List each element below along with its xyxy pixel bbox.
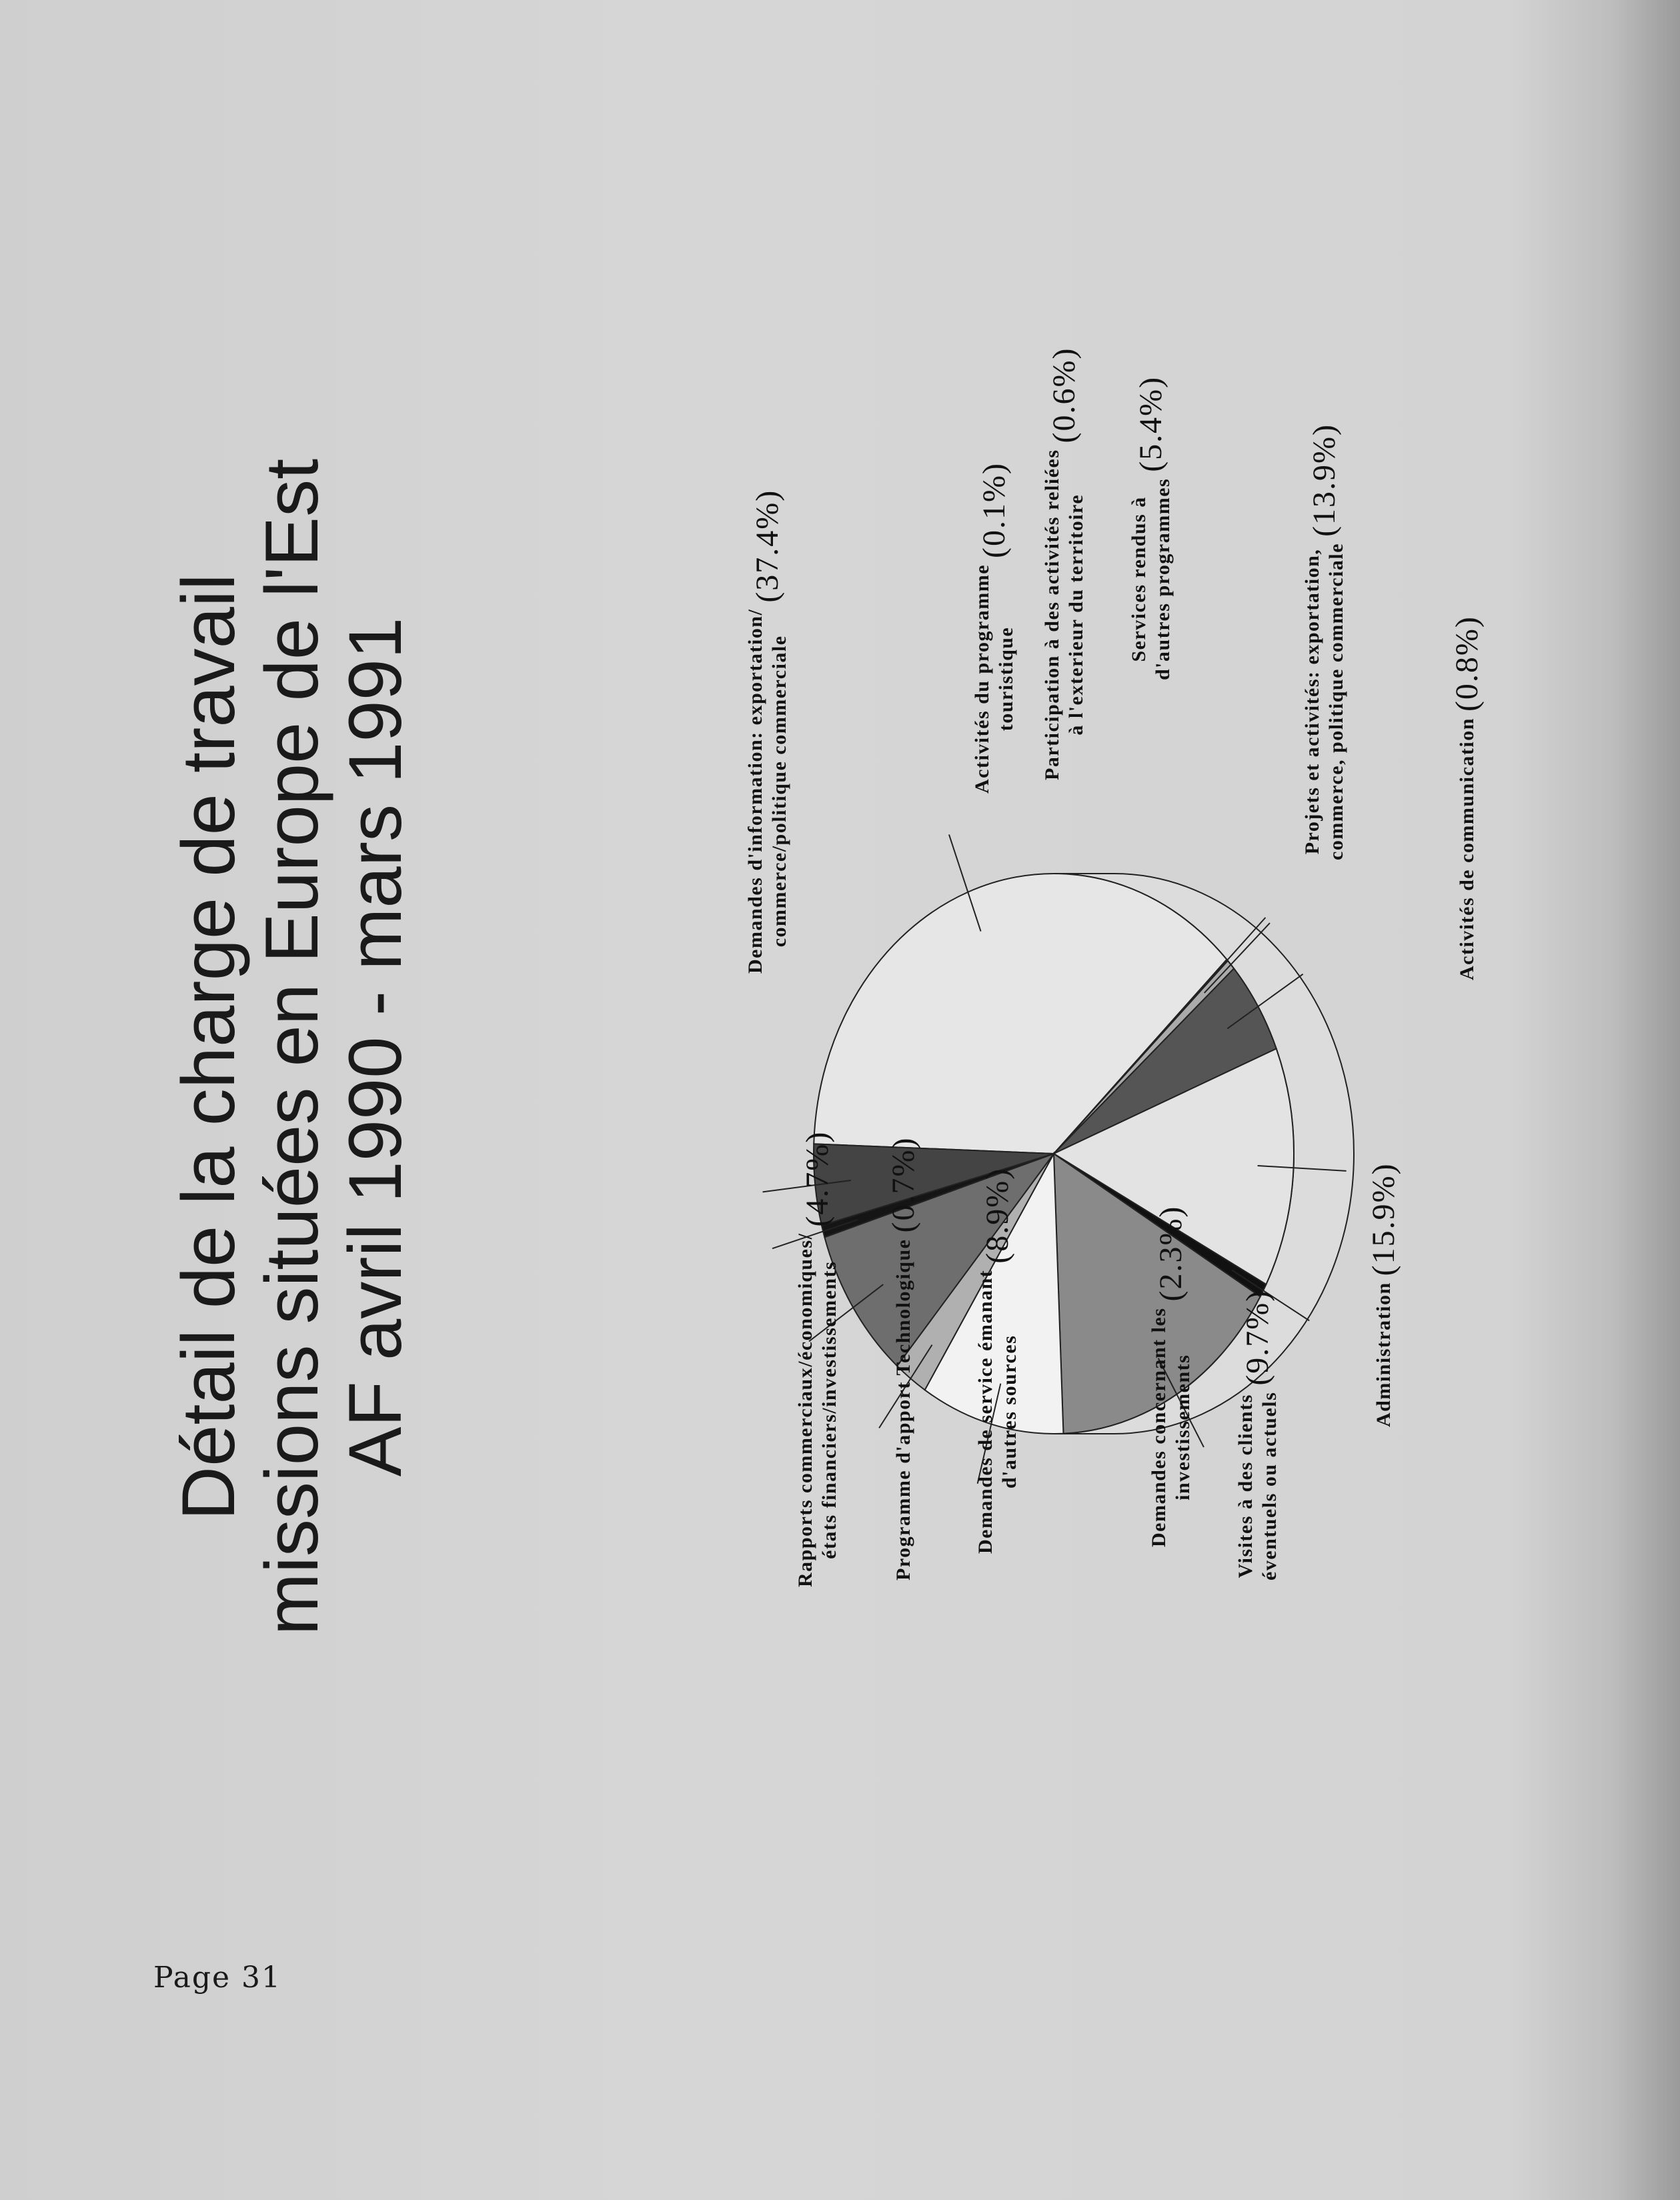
rotated-chart-page <box>100 80 1485 2014</box>
label-tourisme: Activités du programme touristique (0.1%) <box>971 461 1017 794</box>
title-line-2: missions situées en Europe de l'Est <box>250 458 333 1636</box>
label-participation: Participation à des activités reliées à l'exterieur du territoire (0.6%) <box>1041 347 1087 780</box>
pie-chart <box>100 80 1467 2014</box>
label-info: Demandes d'information: exportation/ commerce/politique commerciale (37.4%) <box>744 489 790 974</box>
label-investissements: Demandes concernant les investissements (2.3%) <box>1148 1205 1194 1547</box>
page-number: Page 31 <box>153 1961 282 1995</box>
label-services: Services rendus à d'autres programmes (5.4%) <box>1128 375 1174 680</box>
label-administration: Administration (15.9%) <box>1366 1162 1402 1427</box>
label-rapports: Rapports commerciaux/économiques/ états financiers/investissements (4.7%) <box>794 1130 840 1587</box>
label-autres-sources: Demandes de service émanant d'autres sources (8.9%) <box>974 1167 1020 1554</box>
label-technologique: Programme d'apport Technologique (0.7%) <box>886 1136 922 1580</box>
label-communication: Activités de communication (0.8%) <box>1449 616 1485 980</box>
title-line-3: AF avril 1990 - mars 1991 <box>333 617 417 1477</box>
label-visites: Visites à des clients éventuels ou actuels (9.7%) <box>1234 1289 1281 1580</box>
label-projets: Projets et activités: exportation, commerce, politique commerciale (13.9%) <box>1301 423 1347 860</box>
title-line-1: Détail de la charge de travail <box>167 574 250 1520</box>
